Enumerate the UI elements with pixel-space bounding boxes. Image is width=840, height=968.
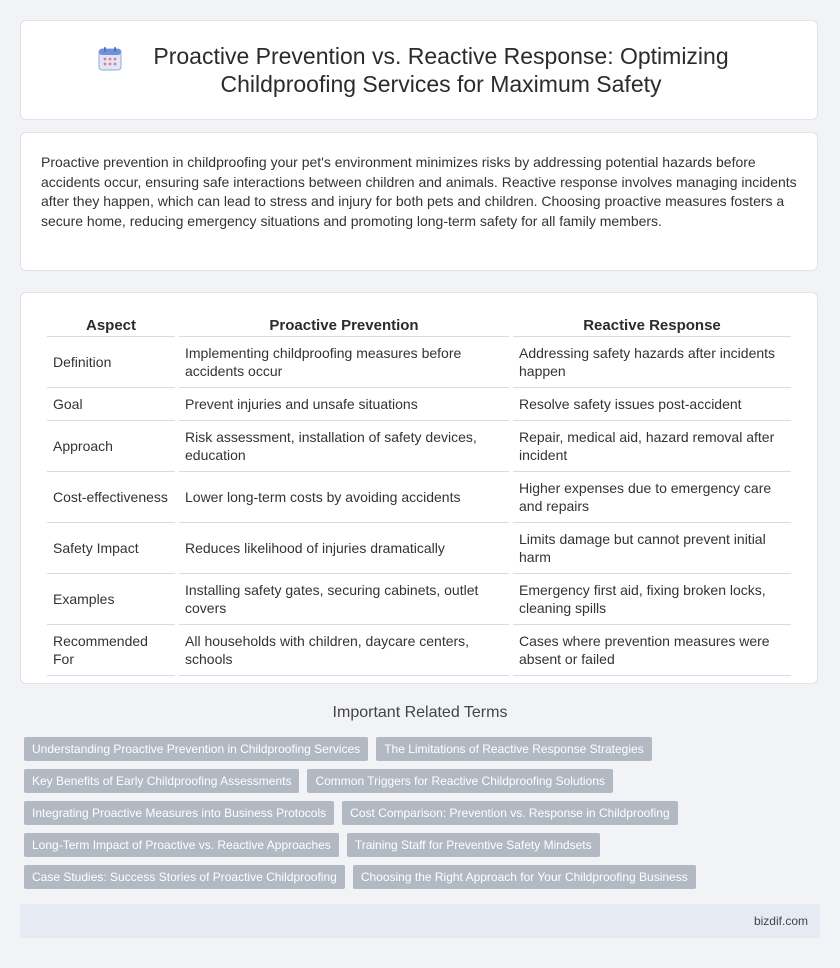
- table-cell: Implementing childproofing measures before accidents occur: [179, 337, 509, 388]
- related-term-tag[interactable]: Choosing the Right Approach for Your Childproofing Business: [353, 865, 696, 889]
- related-term-tag[interactable]: Training Staff for Preventive Safety Mindsets: [347, 833, 600, 857]
- footer: [20, 904, 820, 938]
- table-cell: Examples: [47, 574, 175, 625]
- table-row: [47, 337, 791, 388]
- table-row: [47, 472, 791, 523]
- tag-row: [24, 801, 814, 825]
- table-cell: Cost-effectiveness: [47, 472, 175, 523]
- table-cell: Goal: [47, 388, 175, 421]
- related-term-tag[interactable]: Common Triggers for Reactive Childproofing Solutions: [307, 769, 612, 793]
- table-cell: Cases where prevention measures were absent or failed: [513, 625, 791, 676]
- tag-row: [24, 833, 814, 857]
- table-row: [47, 421, 791, 472]
- table-cell: Higher expenses due to emergency care and repairs: [513, 472, 791, 523]
- related-term-tag[interactable]: Key Benefits of Early Childproofing Assessments: [24, 769, 299, 793]
- table-cell: Lower long-term costs by avoiding accidents: [179, 472, 509, 523]
- related-term-tag[interactable]: Case Studies: Success Stories of Proactive Childproofing: [24, 865, 345, 889]
- related-term-tag[interactable]: Long-Term Impact of Proactive vs. Reactive Approaches: [24, 833, 339, 857]
- column-header-reactive: Reactive Response: [513, 311, 791, 337]
- table-cell: Recommended For: [47, 625, 175, 676]
- column-header-proactive: Proactive Prevention: [179, 311, 509, 337]
- table-cell: Limits damage but cannot prevent initial harm: [513, 523, 791, 574]
- table-cell: Risk assessment, installation of safety devices, education: [179, 421, 509, 472]
- related-terms-title: Important Related Terms: [332, 704, 508, 721]
- related-term-tag[interactable]: The Limitations of Reactive Response Strategies: [376, 737, 651, 761]
- header-card: [20, 20, 818, 120]
- table-row: [47, 388, 791, 421]
- table-cell: Approach: [47, 421, 175, 472]
- table-cell: Emergency first aid, fixing broken locks, cleaning spills: [513, 574, 791, 625]
- table-cell: Resolve safety issues post-accident: [513, 388, 791, 421]
- table-cell: Definition: [47, 337, 175, 388]
- table-cell: All households with children, daycare centers, schools: [179, 625, 509, 676]
- related-term-tag[interactable]: Cost Comparison: Prevention vs. Response in Childproofing: [342, 801, 678, 825]
- table-row: [47, 523, 791, 574]
- calendar-icon: [97, 46, 123, 72]
- column-header-aspect: Aspect: [47, 311, 175, 337]
- related-term-tag[interactable]: Integrating Proactive Measures into Business Protocols: [24, 801, 334, 825]
- intro-text: Proactive prevention in childproofing your pet's environment minimizes risks by addressing potential hazards before accidents occur, ensuring safe interactions between children and animals. Reactive response involves managing incidents after they happen, which can lead to stress and injury for both pets and children. Choosing proactive measures fosters a secure home, reducing emergency situations and promoting long-term safety for all family members.: [41, 154, 797, 229]
- page-title: Proactive Prevention vs. Reactive Response: Optimizing Childproofing Services for Maximum Safety: [153, 43, 729, 97]
- table-cell: Prevent injuries and unsafe situations: [179, 388, 509, 421]
- table-cell: Reduces likelihood of injuries dramatically: [179, 523, 509, 574]
- tag-row: [24, 769, 814, 793]
- tag-row: [24, 737, 814, 761]
- intro-card: [20, 132, 818, 271]
- related-terms-tags: [24, 737, 814, 897]
- related-term-tag[interactable]: Understanding Proactive Prevention in Childproofing Services: [24, 737, 368, 761]
- table-cell: Installing safety gates, securing cabinets, outlet covers: [179, 574, 509, 625]
- comparison-table-card: [20, 292, 818, 684]
- table-cell: Addressing safety hazards after incidents happen: [513, 337, 791, 388]
- table-header-row: [47, 311, 791, 337]
- comparison-table: [43, 311, 795, 676]
- footer-site-link[interactable]: bizdif.com: [753, 914, 808, 928]
- table-cell: Safety Impact: [47, 523, 175, 574]
- table-row: [47, 625, 791, 676]
- tag-row: [24, 865, 814, 889]
- table-row: [47, 574, 791, 625]
- table-cell: Repair, medical aid, hazard removal after incident: [513, 421, 791, 472]
